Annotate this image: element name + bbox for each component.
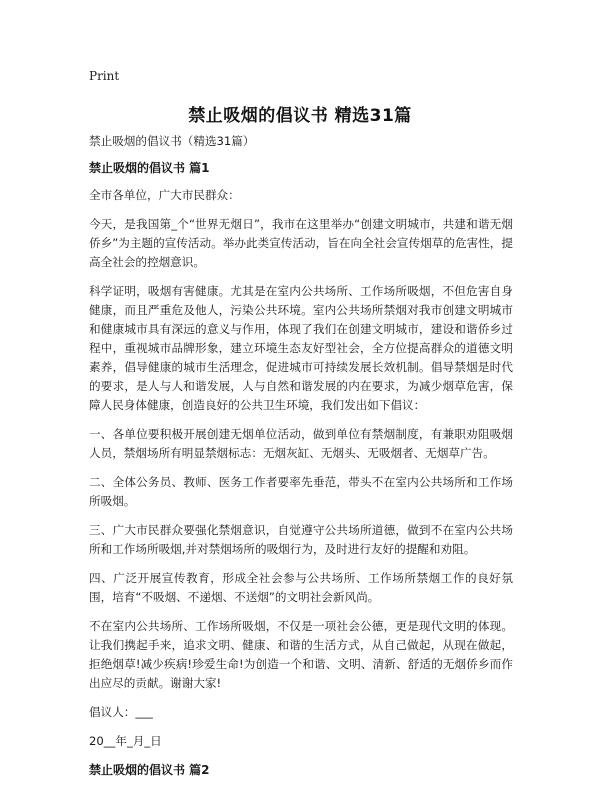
document-subtitle: 禁止吸烟的倡议书（精选31篇）	[89, 134, 255, 148]
paragraph: 二、全体公务员、教师、医务工作者要率先垂范，带头不在室内公共场所和工作场所吸烟。	[89, 475, 513, 508]
signer: 倡议人：___	[89, 705, 153, 719]
page-title: 禁止吸烟的倡议书 精选31篇	[188, 106, 412, 126]
paragraph: 四、广泛开展宣传教育，形成全社会参与公共场所、工作场所禁烟工作的良好氛围，培育“不吸烟、不递烟、不送烟”的文明社会新风尚。	[89, 571, 513, 604]
date: 20__年_月_日	[89, 734, 162, 748]
greeting: 全市各单位，广大市民群众：	[89, 188, 240, 202]
document-body	[89, 132, 513, 788]
section-heading-2: 禁止吸烟的倡议书 篇2	[89, 763, 210, 777]
paragraph: 三、广大市民群众要强化禁烟意识，自觉遵守公共场所道德，做到不在室内公共场所和工作场所吸烟,并对禁烟场所的吸烟行为，及时进行友好的提醒和劝阻。	[89, 523, 513, 556]
paragraph: 一、各单位要积极开展创建无烟单位活动，做到单位有禁烟制度，有兼职劝阻吸烟人员，禁烟场所有明显禁烟标志：无烟灰缸、无烟头、无吸烟者、无烟草广告。	[89, 427, 513, 460]
paragraph: 科学证明，吸烟有害健康。尤其是在室内公共场所、工作场所吸烟，不但危害自身健康，而且严重危及他人，污染公共环境。室内公共场所禁烟对我市创建文明城市和健康城市具有深远的意义与作用，体现了我们在创建文明城市，建设和谐侨乡过程中，重视城市品牌形象，建立环境生态友好型社会，全方位提高群众的道德文明素养，倡导健康的城市生活理念，促进城市可持续发展长效机制。倡导禁烟是时代的要求，是人与人和谐发展，人与自然和谐发展的内在要求，为减少烟草危害，保障人民身体健康，创造良好的公共卫生环境，我们发出如下倡议：	[89, 284, 513, 412]
paragraph: 今天，是我国第_个“世界无烟日”，我市在这里举办“创建文明城市，共建和谐无烟侨乡”为主题的宣传活动。举办此类宣传活动，旨在向全社会宣传烟草的危害性，提高全社会的控烟意识。	[89, 217, 513, 269]
print-link[interactable]: Print	[89, 69, 120, 83]
section-heading-1: 禁止吸烟的倡议书 篇1	[89, 161, 210, 175]
paragraph: 不在室内公共场所、工作场所吸烟，不仅是一项社会公德，更是现代文明的体现。让我们携起手来，追求文明、健康、和谐的生活方式，从自己做起，从现在做起，拒绝烟草!减少疾病!珍爱生命!为创造一个和谐、文明、清新、舒适的无烟侨乡而作出应尽的贡献。谢谢大家!	[89, 619, 513, 690]
